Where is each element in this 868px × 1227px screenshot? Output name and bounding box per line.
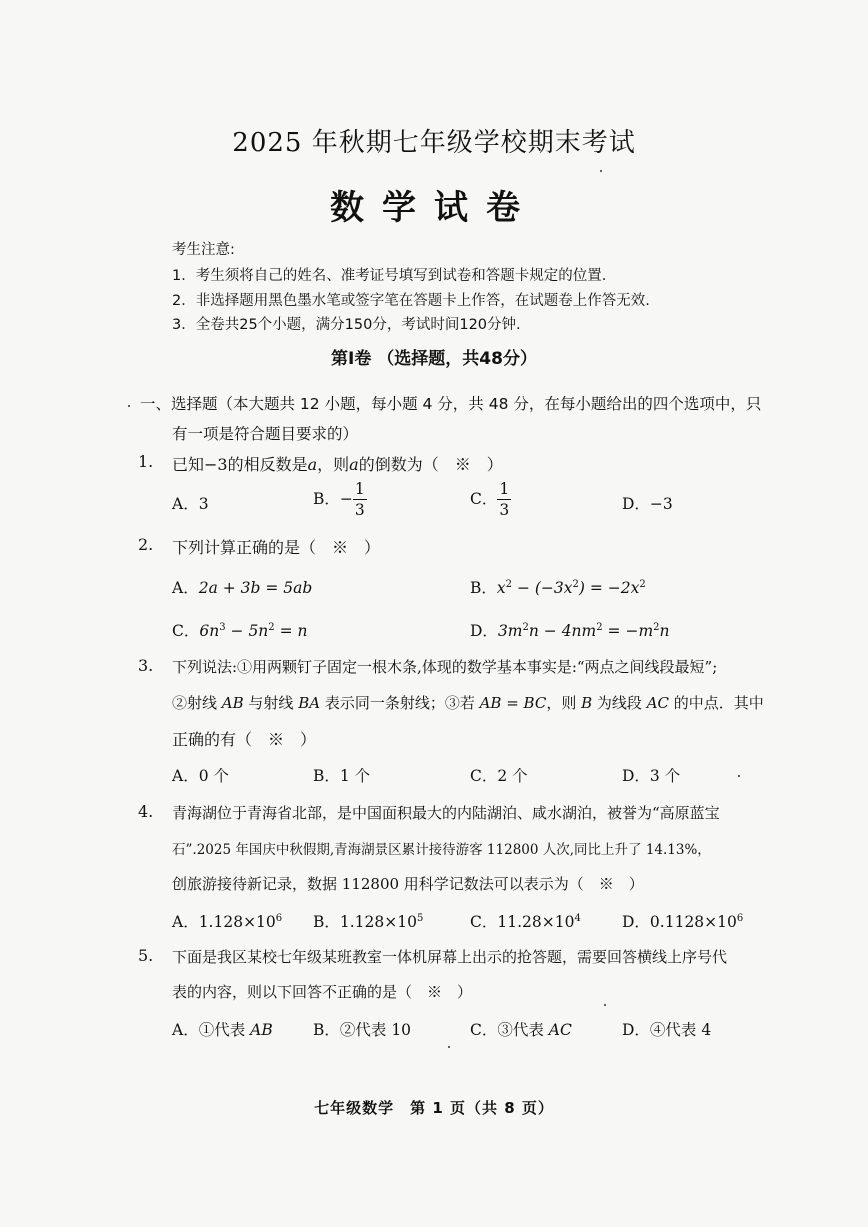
exponent: 6 — [736, 912, 744, 924]
exam-title: 2025 年秋期七年级学校期末考试 — [232, 128, 636, 158]
expression: n — [659, 622, 670, 640]
option-d: D．3 个 — [622, 767, 681, 785]
numerator: 1 — [354, 480, 365, 498]
expression: = −m — [602, 622, 654, 640]
exponent: 3 — [219, 621, 226, 633]
stem-text: 表示同一条射线；③若 — [320, 694, 480, 712]
exam-subtitle: 数学试卷 — [330, 188, 538, 228]
option-text: B．1.128×10 — [313, 913, 417, 931]
expression: n − 4nm — [528, 622, 597, 640]
stem-text: 的倒数为（ ※ ） — [358, 455, 503, 474]
question-line: 表的内容，则以下回答不正确的是（ ※ ） — [172, 983, 473, 1001]
scan-speck — [128, 405, 130, 407]
question-number: 5. — [138, 946, 154, 965]
option-b: B．1 个 — [313, 767, 371, 785]
option-c — [470, 910, 581, 932]
option-a: A．3 — [172, 495, 209, 513]
notice-heading: 考生注意: — [172, 242, 235, 258]
expression: x — [496, 579, 506, 597]
expression: − 5n — [225, 622, 269, 640]
question-line: 正确的有（ ※ ） — [172, 730, 317, 749]
minus-sign: − — [339, 490, 353, 508]
option-text: C．11.28×10 — [470, 913, 575, 931]
fraction — [353, 482, 367, 518]
option-label: B． — [470, 579, 497, 597]
option-d: D．−3 — [622, 495, 673, 513]
exponent: 2 — [505, 578, 513, 590]
option-d — [622, 910, 743, 932]
option-b — [470, 576, 646, 598]
scan-speck — [604, 1004, 606, 1006]
option-d — [470, 619, 670, 641]
option-d: D．④代表 4 — [622, 1021, 712, 1039]
variable: AB — [221, 694, 244, 712]
variable: a — [307, 455, 318, 474]
denominator: 3 — [499, 500, 510, 519]
question-stem — [172, 452, 503, 475]
exponent: 2 — [653, 621, 660, 633]
question-number: 2. — [138, 535, 154, 554]
option-c — [470, 482, 511, 518]
variable: AB — [250, 1021, 273, 1039]
question-line: 青海湖位于青海省北部，是中国面积最大的内陆湖泊、咸水湖泊，被誉为“高原蓝宝 — [172, 804, 720, 822]
question-line: 创旅游接待新记录，数据 112800 用科学记数法可以表示为（ ※ ） — [172, 875, 644, 893]
option-label: C． — [470, 490, 498, 508]
variable: AB = BC — [479, 694, 547, 712]
option-c: C．2 个 — [470, 767, 528, 785]
variable: B — [581, 694, 593, 712]
question-line: 石”.2025 年国庆中秋假期,青海湖景区累计接待游客 112800 人次,同比上升了 14.13%， — [172, 842, 711, 858]
exponent: 2 — [639, 578, 646, 590]
part-title: 第Ⅰ卷 （选择题，共48分） — [331, 349, 537, 369]
page-footer: 七年级数学 第 1 页（共 8 页） — [314, 1099, 554, 1117]
option-label: D． — [470, 622, 498, 640]
option-label: C． — [172, 622, 200, 640]
option-b — [313, 910, 423, 932]
stem-text: 为线段 — [592, 694, 647, 712]
question-line: 下面是我区某校七年级某班教室一体机屏幕上出示的抢答题，需要回答横线上序号代 — [172, 948, 728, 966]
expression: 3m — [497, 622, 523, 640]
expression: − (−3x — [512, 579, 573, 597]
section-heading-cont: 有一项是符合题目要求的） — [172, 425, 359, 443]
stem-text: 的中点．其中 — [669, 694, 764, 712]
option-label: B． — [313, 490, 340, 508]
question-number: 4. — [138, 802, 154, 821]
numerator: 1 — [499, 480, 510, 498]
fraction — [497, 482, 511, 518]
option-a: A．0 个 — [172, 767, 229, 785]
stem-text: ，则 — [546, 694, 582, 712]
stem-text: 已知−3的相反数是 — [172, 455, 308, 474]
exponent: 5 — [416, 912, 424, 924]
stem-text: 与射线 — [243, 694, 299, 712]
section-heading: 一、选择题（本大题共 12 小题，每小题 4 分，共 48 分，在每小题给出的四个选项中，只 — [140, 395, 762, 413]
exponent: 2 — [522, 621, 529, 633]
option-a — [172, 910, 282, 932]
option-label: A． — [172, 579, 199, 597]
question-line: 下列说法:①用两颗钉子固定一根木条,体现的数学基本事实是:“两点之间线段最短”; — [172, 658, 718, 676]
expression: 2a + 3b = 5ab — [198, 579, 313, 597]
exponent: 2 — [572, 578, 579, 590]
notice-item: 3．全卷共25个小题，满分150分，考试时间120分钟. — [172, 317, 521, 333]
scan-speck — [448, 1046, 450, 1048]
exponent: 4 — [574, 912, 581, 924]
notice-item: 2．非选择题用黑色墨水笔或签字笔在答题卡上作答，在试题卷上作答无效. — [172, 293, 650, 309]
variable: AC — [646, 694, 670, 712]
expression: = n — [274, 622, 308, 640]
stem-text: ②射线 — [172, 694, 222, 712]
variable: BA — [298, 694, 321, 712]
option-a — [172, 576, 312, 598]
option-a — [172, 1018, 273, 1040]
exponent: 2 — [268, 621, 275, 633]
option-text: C．③代表 — [470, 1021, 549, 1039]
option-text: A．①代表 — [172, 1021, 251, 1039]
option-b: B．②代表 10 — [313, 1021, 412, 1039]
option-b — [313, 482, 367, 518]
notice-item: 1．考生须将自己的姓名、准考证号填写到试卷和答题卡规定的位置. — [172, 268, 607, 284]
option-c — [470, 1018, 572, 1040]
stem-text: ，则 — [317, 455, 350, 474]
option-c — [172, 619, 308, 641]
scan-speck — [600, 170, 602, 172]
variable: a — [349, 455, 359, 474]
question-number: 3. — [138, 656, 154, 675]
variable: AC — [548, 1021, 572, 1039]
denominator: 3 — [354, 500, 365, 519]
exponent: 6 — [275, 912, 283, 924]
option-text: D．0.1128×10 — [622, 913, 737, 931]
expression: 6n — [199, 622, 220, 640]
option-text: A．1.128×10 — [172, 913, 276, 931]
question-stem: 下列计算正确的是（ ※ ） — [172, 538, 381, 557]
question-number: 1. — [138, 452, 154, 471]
scan-speck — [738, 775, 740, 777]
exponent: 2 — [596, 621, 603, 633]
question-line — [172, 692, 764, 713]
expression: ) = −2x — [578, 579, 640, 597]
